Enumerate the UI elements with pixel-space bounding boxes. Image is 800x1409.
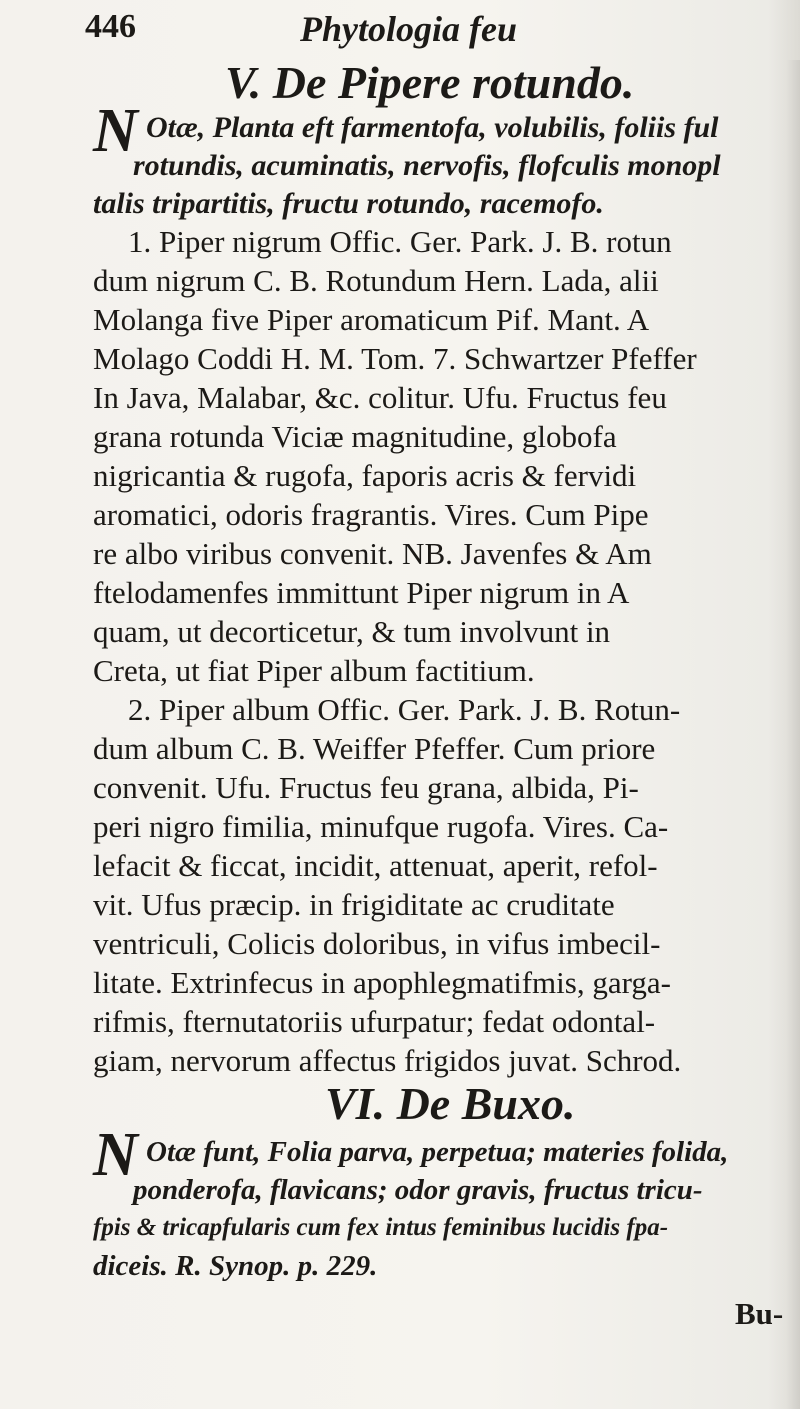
item-1-line: Molanga five Piper aromaticum Pif. Mant. A xyxy=(93,302,650,337)
item-2-line: vit. Ufus præcip. in frigiditate ac cruditate xyxy=(93,887,615,922)
section-vi-heading: VI. De Buxo. xyxy=(325,1078,576,1129)
item-1-line: ftelodamenfes immittunt Piper nigrum in A xyxy=(93,575,630,610)
running-title: Phytologia feu xyxy=(300,9,517,49)
item-2-line: convenit. Ufu. Fructus feu grana, albida, Pi- xyxy=(93,770,639,805)
section-v-heading: V. De Pipere rotundo. xyxy=(225,57,635,108)
item-1-line: Molago Coddi H. M. Tom. 7. Schwartzer Pfeffer xyxy=(93,341,697,376)
item-2-line: 2. Piper album Offic. Ger. Park. J. B. Rotun- xyxy=(128,692,681,727)
item-2-line: dum album C. B. Weiffer Pfeffer. Cum priore xyxy=(93,731,656,766)
section-vi-notae-line: fpis & tricapfularis cum fex intus feminibus lucidis fpa- xyxy=(93,1214,669,1241)
section-vi-notae-line: ponderofa, flavicans; odor gravis, fructus tricu- xyxy=(133,1174,703,1206)
item-1-line: quam, ut decorticetur, & tum involvunt in xyxy=(93,614,611,649)
section-v-notae-line: Otæ, Planta eft farmentofa, volubilis, foliis ful xyxy=(146,111,719,144)
item-2-line: rifmis, fternutatoriis ufurpatur; fedat odontal- xyxy=(93,1004,656,1039)
item-2-line: ventriculi, Colicis doloribus, in vifus imbecil- xyxy=(93,926,661,961)
section-vi-notae-line: Otæ funt, Folia parva, perpetua; materies folida, xyxy=(146,1136,729,1168)
item-2-line: lefacit & ficcat, incidit, attenuat, aperit, refol- xyxy=(93,848,658,883)
item-1-line: In Java, Malabar, &c. colitur. Ufu. Fructus feu xyxy=(93,380,667,415)
section-v-notae-line: rotundis, acuminatis, nervofis, flofculis monopl xyxy=(133,149,721,182)
catchword: Bu- xyxy=(735,1296,784,1331)
section-vi-notae-line: diceis. R. Synop. p. 229. xyxy=(93,1250,378,1282)
item-1-line: nigricantia & rugofa, faporis acris & fervidi xyxy=(93,458,637,493)
section-v-dropcap: N xyxy=(93,97,138,165)
item-2-line: litate. Extrinfecus in apophlegmatifmis, garga- xyxy=(93,965,671,1000)
item-1-line: aromatici, odoris fragrantis. Vires. Cum Pipe xyxy=(93,497,649,532)
item-1-line: grana rotunda Viciæ magnitudine, globofa xyxy=(93,419,617,454)
item-2-line: giam, nervorum affectus frigidos juvat. Schrod. xyxy=(93,1043,682,1078)
item-2-line: peri nigro fimilia, minufque rugofa. Vires. Ca- xyxy=(93,809,669,844)
page-number: 446 xyxy=(85,8,136,45)
item-1-line: Creta, ut fiat Piper album factitium. xyxy=(93,653,535,688)
item-1-line: dum nigrum C. B. Rotundum Hern. Lada, alii xyxy=(93,263,659,298)
page-header xyxy=(0,4,800,54)
page-edge-shadow xyxy=(786,60,800,1409)
section-vi-dropcap: N xyxy=(93,1121,138,1189)
section-v-notae-line: talis tripartitis, fructu rotundo, racemofo. xyxy=(93,187,604,220)
item-1-line: 1. Piper nigrum Offic. Ger. Park. J. B. rotun xyxy=(128,224,672,259)
item-1-line: re albo viribus convenit. NB. Javenfes & Am xyxy=(93,536,652,571)
